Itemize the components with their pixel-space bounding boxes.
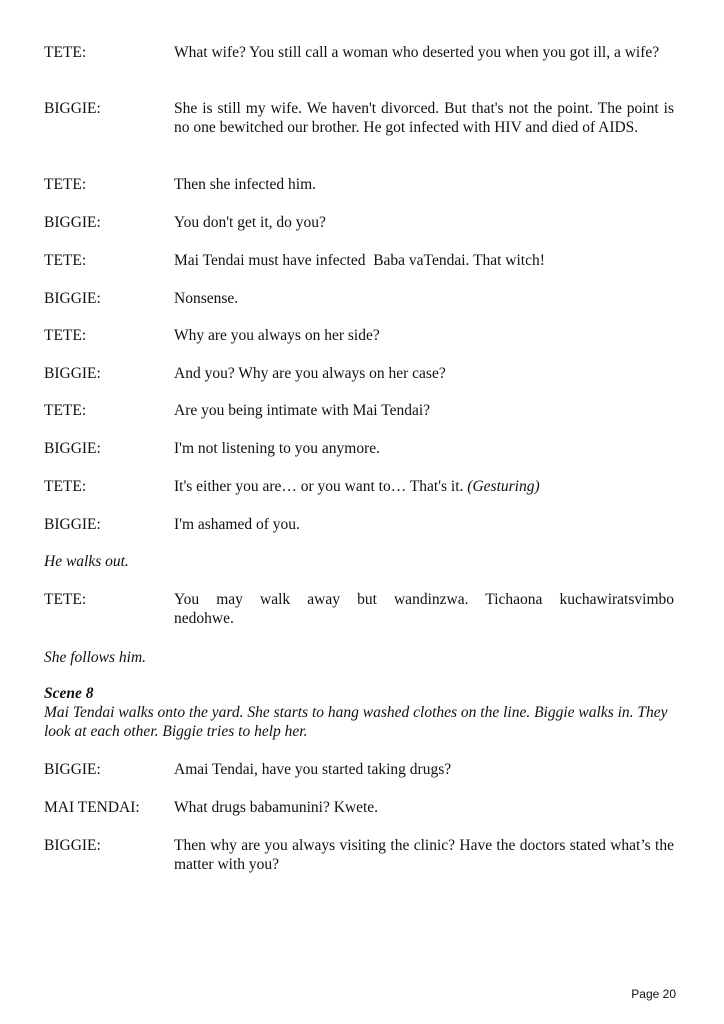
dialogue-line bbox=[174, 477, 674, 496]
dialogue-line: I'm not listening to you anymore. bbox=[174, 440, 380, 457]
speaker-name: BIGGIE: bbox=[44, 837, 101, 854]
dialogue-entry bbox=[44, 590, 674, 628]
dialogue-entry bbox=[44, 836, 674, 874]
speaker-name: MAI TENDAI: bbox=[44, 799, 140, 816]
scene-description: Mai Tendai walks onto the yard. She starts to hang washed clothes on the line. Biggie walks in. They look at each other. Biggie tries to help her. bbox=[44, 704, 668, 740]
dialogue-line: What drugs babamunini? Kwete. bbox=[174, 799, 379, 816]
speaker-name: BIGGIE: bbox=[44, 290, 101, 307]
stage-direction: He walks out. bbox=[44, 553, 129, 570]
dialogue-line: Then why are you always visiting the clinic? Have the doctors stated what’s the matter with you? bbox=[174, 837, 674, 873]
dialogue-line: You may walk away but wandinzwa. Tichaona kuchawiratsvimbo nedohwe. bbox=[174, 591, 674, 627]
dialogue-line: And you? Why are you always on her case? bbox=[174, 365, 446, 382]
dialogue-line: Then she infected him. bbox=[174, 176, 317, 193]
dialogue-entry bbox=[44, 99, 674, 137]
dialogue-entry bbox=[44, 326, 674, 345]
dialogue-entry bbox=[44, 175, 674, 194]
speaker-name: TETE: bbox=[44, 44, 87, 61]
dialogue-entry bbox=[44, 760, 674, 779]
speaker-name: BIGGIE: bbox=[44, 365, 101, 382]
speaker-name: TETE: bbox=[44, 176, 87, 193]
dialogue-entry bbox=[44, 364, 674, 383]
dialogue-entry bbox=[44, 798, 674, 817]
dialogue-entry bbox=[44, 289, 674, 308]
scene-heading bbox=[44, 684, 676, 741]
dialogue-line: She is still my wife. We haven't divorced. But that's not the point. The point is no one bewitched our brother. He got infected with HIV and died of AIDS. bbox=[174, 100, 674, 136]
dialogue-entry bbox=[44, 401, 674, 420]
scene-title: Scene 8 bbox=[44, 685, 94, 702]
dialogue-line: Mai Tendai must have infected Baba vaTendai. That witch! bbox=[174, 252, 545, 269]
page-number: Page 20 bbox=[631, 987, 676, 1001]
dialogue-entry bbox=[44, 515, 674, 534]
stage-aside: (Gesturing) bbox=[467, 478, 540, 495]
dialogue-line: Are you being intimate with Mai Tendai? bbox=[174, 402, 431, 419]
speaker-name: TETE: bbox=[44, 402, 87, 419]
speaker-name: TETE: bbox=[44, 591, 87, 608]
speaker-name: TETE: bbox=[44, 478, 87, 495]
dialogue-entry bbox=[44, 439, 674, 458]
dialogue-line: Why are you always on her side? bbox=[174, 327, 380, 344]
dialogue-entry bbox=[44, 477, 674, 496]
speaker-name: BIGGIE: bbox=[44, 100, 101, 117]
speaker-name: BIGGIE: bbox=[44, 440, 101, 457]
dialogue-line: You don't get it, do you? bbox=[174, 214, 326, 231]
dialogue-entry bbox=[44, 251, 674, 270]
dialogue-entry bbox=[44, 43, 674, 62]
stage-direction: She follows him. bbox=[44, 649, 147, 666]
dialogue-text: It's either you are… or you want to… That's it. bbox=[174, 478, 464, 495]
speaker-name: BIGGIE: bbox=[44, 761, 101, 778]
speaker-name: TETE: bbox=[44, 327, 87, 344]
dialogue-line: I'm ashamed of you. bbox=[174, 516, 300, 533]
dialogue-line: Amai Tendai, have you started taking drugs? bbox=[174, 761, 452, 778]
dialogue-line: What wife? You still call a woman who deserted you when you got ill, a wife? bbox=[174, 44, 660, 61]
dialogue-line: Nonsense. bbox=[174, 290, 239, 307]
speaker-name: BIGGIE: bbox=[44, 516, 101, 533]
speaker-name: BIGGIE: bbox=[44, 214, 101, 231]
speaker-name: TETE: bbox=[44, 252, 87, 269]
dialogue-entry bbox=[44, 213, 674, 232]
